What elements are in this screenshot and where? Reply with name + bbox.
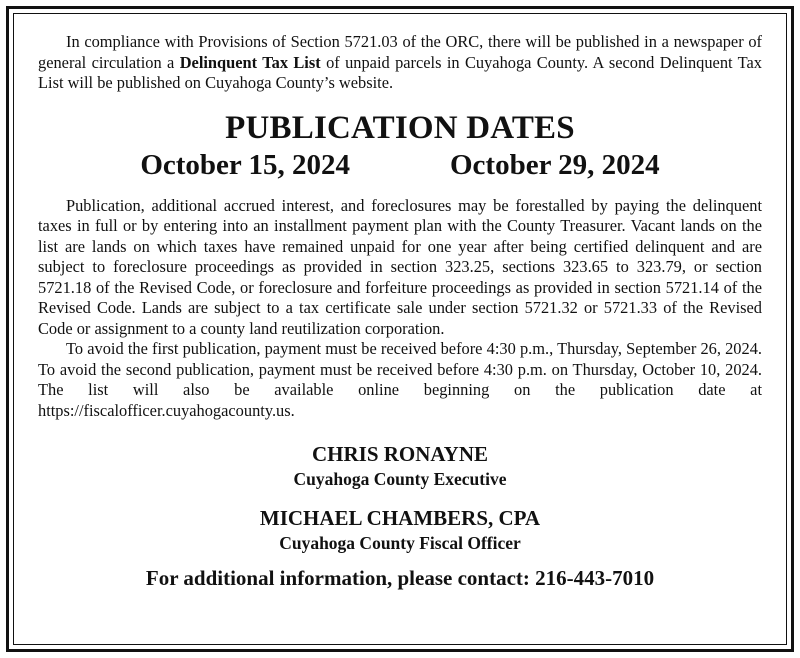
executive-title: Cuyahoga County Executive xyxy=(293,469,507,489)
forestall-paragraph: Publication, additional accrued interest, and foreclosures may be forestalled by paying the delinquent taxes in full or by entering into an installment payment plan with the County Treasurer. Vacant lands on the list are lands on which taxes have remained unpaid for one year after being certified delinquent and are subject to foreclosure proceedings as provided in section 323.25, sections 323.65 to 323.79, or section 5721.18 of the Revised Code, or foreclosure and forfeiture proceedings as provided in section 5721.14 of the Revised Code. Lands are subject to a tax certificate sale under section 5721.32 or 5721.33 of the Revised Code or assignment to a county land reutilization corporation. xyxy=(38,195,762,338)
intro-text-before: In compliance with Provisions of Section 5721.03 of the ORC, there will be published in a newspaper of general circulation a xyxy=(38,32,762,72)
contact-line: For additional information, please contact: 216-443-7010 xyxy=(145,566,655,590)
notice-frame xyxy=(13,13,787,645)
publication-dates-heading: PUBLICATION DATES xyxy=(225,109,575,146)
executive-name: CHRIS RONAYNE xyxy=(311,442,488,466)
intro-paragraph xyxy=(38,32,762,94)
fiscal-officer-title: Cuyahoga County Fiscal Officer xyxy=(279,533,521,553)
fiscal-officer-signature-block xyxy=(38,505,762,555)
fiscal-officer-name: MICHAEL CHAMBERS, CPA xyxy=(259,506,541,530)
intro-text-after: of unpaid parcels in Cuyahoga County. A second Delinquent Tax List will be published on Cuyahoga County’s website. xyxy=(38,52,762,92)
delinquent-tax-list-emphasis: Delinquent Tax List xyxy=(179,52,321,72)
second-publication-date: October 29, 2024 xyxy=(450,148,660,181)
payment-deadline-paragraph: To avoid the first publication, payment must be received before 4:30 p.m., Thursday, September 26, 2024. To avoid the second publication, payment must be received before 4:30 p.m. on Thursday, October 10, 2024. The list will also be available online beginning on the publication date at https://fiscalofficer.cuyahogacounty.us. xyxy=(38,339,762,420)
publication-dates-row xyxy=(38,148,762,182)
first-publication-date: October 15, 2024 xyxy=(140,148,350,181)
executive-signature-block xyxy=(38,441,762,491)
